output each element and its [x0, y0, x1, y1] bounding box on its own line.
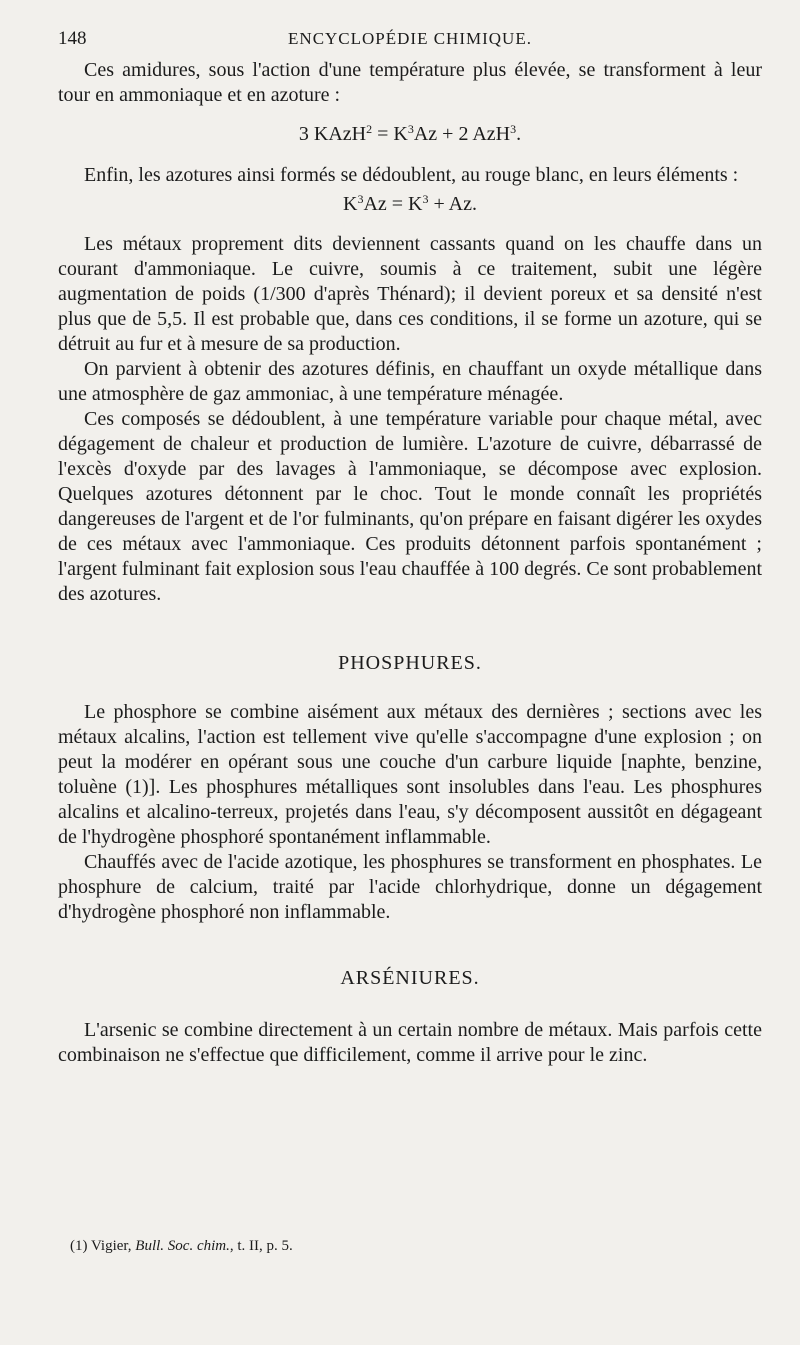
paragraph: Ces amidures, sous l'action d'une température plus élevée, se transforment à leur tour en ammoniaque et en azoture :	[58, 59, 762, 106]
page-number: 148	[58, 28, 87, 49]
page-header	[58, 28, 762, 52]
paragraph: L'arsenic se combine directement à un certain nombre de métaux. Mais parfois cette combinaison ne s'effectue que difficilement, comme il arrive pour le zinc.	[58, 1019, 762, 1066]
paragraph: Chauffés avec de l'acide azotique, les phosphures se transforment en phosphates. Le phosphure de calcium, traité par l'acide chlorhydrique, donne un dégagement d'hydrogène phosphoré non inflammable.	[58, 851, 762, 923]
running-title: ENCYCLOPÉDIE CHIMIQUE.	[288, 29, 532, 48]
paragraph: Le phosphore se combine aisément aux métaux des dernières ; sections avec les métaux alcalins, l'action est tellement vive qu'elle s'accompagne d'une explosion ; on peut la modérer en opérant sous une couche d'un carbure liquide [naphte, benzine, toluène (1)]. Les phosphures métalliques sont insolubles dans l'eau. Les phosphures alcalins et alcalino-terreux, projetés dans l'eau, s'y décomposent aussitôt en dégageant de l'hydrogène phosphoré spontanément inflammable.	[58, 701, 762, 848]
paragraph: Ces composés se dédoublent, à une température variable pour chaque métal, avec dégagement de chaleur et production de lumière. L'azoture de cuivre, débarrassé de l'excès d'oxyde par des lavages à l'ammoniaque, se décompose avec explosion. Quelques azotures détonnent par le choc. Tout le monde connaît les propriétés dangereuses de l'argent et de l'or fulminants, qu'on prépare en faisant digérer les oxydes de ces métaux avec l'ammoniaque. Ces produits détonnent parfois spontanément ; l'argent fulminant fait explosion sous l'eau chauffée à 100 degrés. Ce sont probablement des azotures.	[58, 408, 762, 605]
paragraph: Enfin, les azotures ainsi formés se dédoublent, au rouge blanc, en leurs éléments :	[84, 164, 739, 186]
formula-decomposition: $K^3Az = K^3 + Az$.	[343, 192, 477, 215]
formula-ammonia-azoture: 3 KAzH$^2$ = $K^3Az + 2$ AzH$^3$.	[298, 122, 522, 145]
page-body	[58, 58, 762, 1068]
section-title-arseniures: ARSÉNIURES.	[340, 967, 480, 989]
footnote: (1) Vigier, Bull. Soc. chim., t. II, p. 5.	[70, 1238, 293, 1254]
paragraph: Les métaux proprement dits deviennent cassants quand on les chauffe dans un courant d'ammoniaque. Le cuivre, soumis à ce traitement, subit une légère augmentation de poids (1/300 d'après Thénard); il devient poreux et sa densité n'est plus que de 5,5. Il est probable que, dans ces conditions, il se forme un azoture, qui se détruit au fur et à mesure de sa production.	[58, 233, 762, 355]
paragraph: On parvient à obtenir des azotures définis, en chauffant un oxyde métallique dans une atmosphère de gaz ammoniac, à une température ménagée.	[58, 358, 762, 405]
section-title-phosphures: PHOSPHURES.	[338, 652, 482, 674]
